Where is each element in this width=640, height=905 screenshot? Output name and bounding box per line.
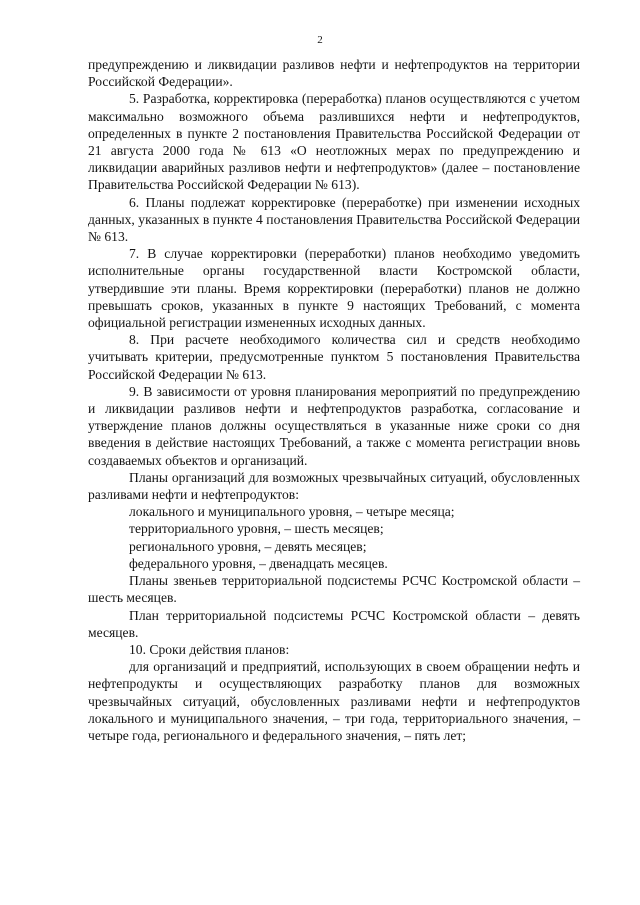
- paragraph-item-9: 9. В зависимости от уровня планирования мероприятий по предупреждению и ликвидации разливов нефти и нефтепродуктов разработка, согласование и утверждение планов должны осуществляться в указанные ниже сроки со дня введения в действие настоящих Требований, а также с момента регистрации вновь создаваемых объектов и организаций.: [88, 383, 580, 468]
- paragraph-item-7: 7. В случае корректировки (переработки) планов необходимо уведомить исполнительные органы государственной власти Костромской области, утвердившие эти планы. Время корректировки (переработки) планов не должно превышать сроков, указанных в пункте 9 настоящих Требований, с момента официальной регистрации измененных исходных данных.: [88, 246, 580, 331]
- paragraph-subsystem-links: Планы звеньев территориальной подсистемы РСЧС Костромской области – шесть месяцев.: [88, 573, 580, 606]
- paragraph-validity-terms: для организаций и предприятий, использующих в своем обращении нефть и нефтепродукты и осуществляющих разработку планов для возможных чрезвычайных ситуаций, обусловленных разливами нефти и нефтепродуктов локального и муниципального значения, – три года, территориального значения, – четыре года, регионального и федерального значения, – пять лет;: [88, 659, 580, 743]
- list-item-regional-level: регионального уровня, – девять месяцев;: [129, 538, 367, 554]
- paragraph-item-8: 8. При расчете необходимого количества сил и средств необходимо учитывать критерии, предусмотренные пунктом 5 постановления Правительства Российской Федерации № 613.: [88, 332, 580, 382]
- list-item-federal-level: федерального уровня, – двенадцать месяцев.: [129, 555, 388, 571]
- paragraph-subsystem-plan: План территориальной подсистемы РСЧС Костромской области – девять месяцев.: [88, 607, 580, 640]
- paragraph-item-10: 10. Сроки действия планов:: [129, 641, 290, 657]
- paragraph-item-6: 6. Планы подлежат корректировке (переработке) при изменении исходных данных, указанных в пункте 4 постановления Правительства Российской Федерации № 613.: [88, 194, 580, 245]
- paragraph-item-5: 5. Разработка, корректировка (переработка) планов осуществляются с учетом максимально возможного объема разлившихся нефти и нефтепродуктов, определенных в пункте 2 постановления Правительства Российской Федерации от 21 августа 2000 года № 613 «О неотложных мерах по предупреждению и ликвидации аварийных разливов нефти и нефтепродуктов» (далее – постановление Правительства Российской Федерации № 613).: [88, 91, 580, 193]
- page-number: 2: [317, 34, 323, 46]
- paragraph-organization-plans: Планы организаций для возможных чрезвычайных ситуаций, обусловленных разливами нефти и нефтепродуктов:: [88, 469, 580, 503]
- document-body: [88, 56, 580, 744]
- list-item-local-level: локального и муниципального уровня, – четыре месяца;: [129, 504, 455, 520]
- list-item-territorial-level: территориального уровня, – шесть месяцев;: [129, 521, 384, 537]
- paragraph-continuation: предупреждению и ликвидации разливов нефти и нефтепродуктов на территории Российской Федерации».: [88, 57, 580, 90]
